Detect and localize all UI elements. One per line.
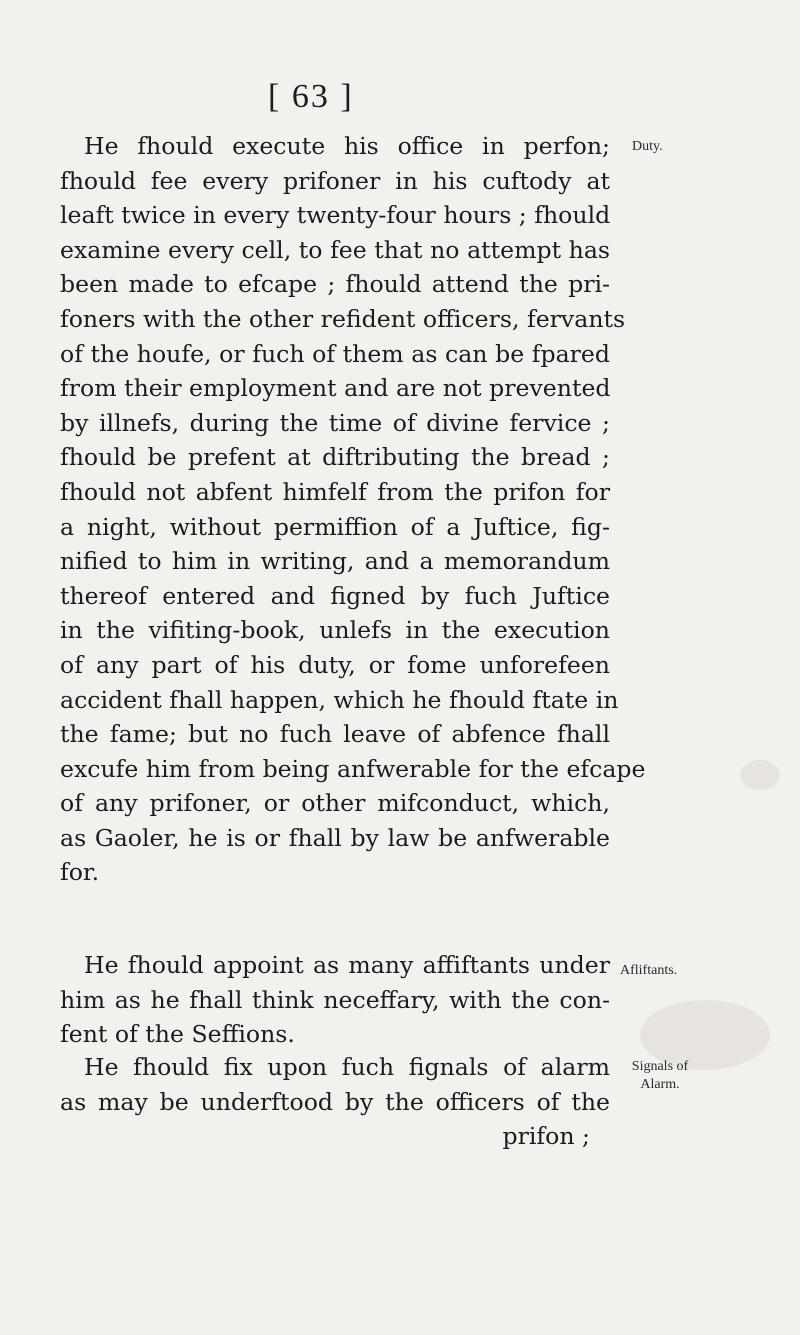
text-line: of any part of his duty, or fome unforefeen bbox=[60, 650, 610, 679]
text-line: thereof entered and figned by fuch Juftice bbox=[60, 581, 610, 610]
margin-note-assistants: Afliftants. bbox=[620, 963, 678, 978]
text-line: He fhould fix upon fuch fignals of alarm bbox=[84, 1053, 610, 1081]
page-number: [ 63 ] bbox=[268, 78, 354, 115]
text-line: accident fhall happen, which he fhould ftate in bbox=[60, 685, 619, 714]
text-line: from their employment and are not prevented bbox=[60, 374, 611, 403]
margin-note-signals bbox=[620, 1058, 700, 1094]
paragraph-signals bbox=[60, 1050, 610, 1154]
text-line: excufe him from being anfwerable for the efcape bbox=[60, 754, 646, 783]
margin-note-duty: Duty. bbox=[632, 139, 663, 154]
text-line: foners with the other refident officers, fervants bbox=[60, 304, 626, 333]
text-line: him as he fhall think neceffary, with the con- bbox=[60, 985, 610, 1014]
text-line: the fame; but no fuch leave of abfence fhall bbox=[60, 720, 610, 749]
text-line: in the vifiting-book, unlefs in the execution bbox=[60, 616, 610, 645]
margin-note-signals-line: Signals of bbox=[631, 1059, 689, 1074]
text-line: fhould be prefent at diftributing the bread ; bbox=[60, 443, 610, 472]
text-line: a night, without permiffion of a Juftice, fig- bbox=[60, 512, 610, 541]
paragraph-assistants bbox=[60, 948, 610, 1052]
text-line: He fhould execute his office in perfon; bbox=[84, 132, 610, 160]
text-line: leaft twice in every twenty-four hours ; fhould bbox=[60, 201, 611, 230]
text-line: been made to efcape ; fhould attend the pri- bbox=[60, 270, 610, 299]
text-line: fent of the Seffions. bbox=[60, 1020, 295, 1049]
paper-stain bbox=[740, 760, 780, 790]
text-line: by illnefs, during the time of divine fervice ; bbox=[60, 408, 610, 437]
text-line: fhould not abfent himfelf from the prifon for bbox=[60, 477, 610, 506]
text-line: nified to him in writing, and a memorandum bbox=[60, 547, 610, 576]
text-line: as may be underftood by the officers of the bbox=[60, 1087, 610, 1116]
paragraph-gaoler-duties bbox=[60, 129, 646, 890]
text-line: prifon ; bbox=[502, 1122, 590, 1151]
margin-note-signals-line: Alarm. bbox=[640, 1077, 680, 1092]
text-line: as Gaoler, he is or fhall by law be anfwerable bbox=[60, 823, 610, 852]
text-line: He fhould appoint as many affiftants under bbox=[84, 951, 610, 979]
text-line: of any prifoner, or other mifconduct, which, bbox=[60, 789, 610, 818]
text-line: of the houfe, or fuch of them as can be fpared bbox=[60, 339, 610, 368]
text-line: examine every cell, to fee that no attempt has bbox=[60, 235, 610, 264]
text-line: fhould fee every prifoner in his cuftody at bbox=[60, 166, 610, 195]
text-line: for. bbox=[60, 858, 100, 887]
